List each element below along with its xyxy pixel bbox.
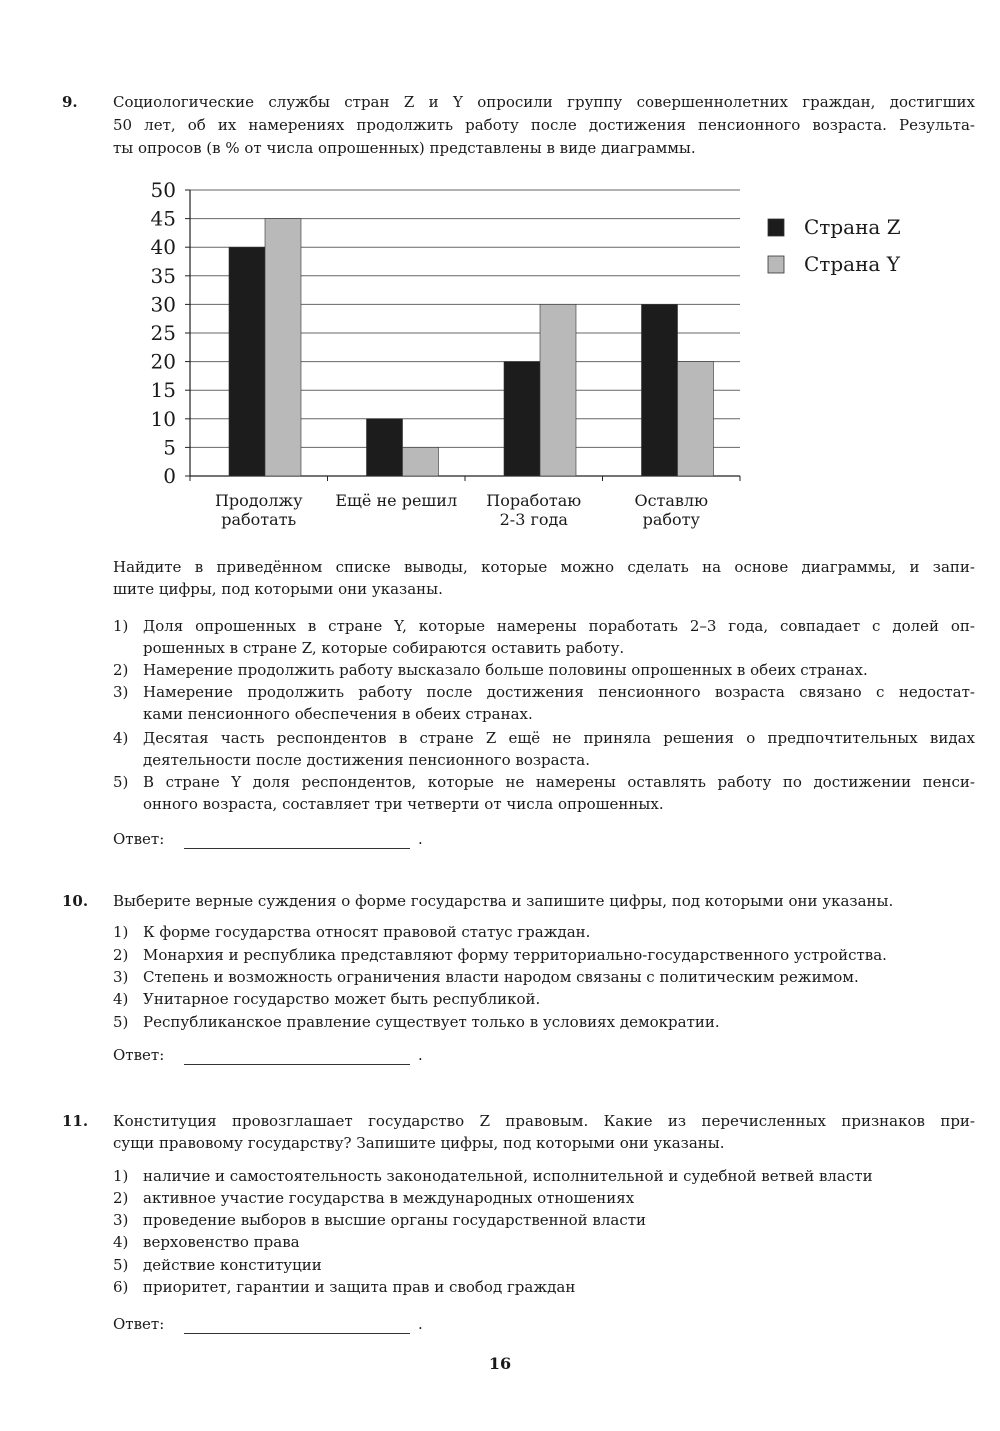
bar-country-y <box>540 304 576 476</box>
legend-swatch <box>768 219 784 236</box>
question-text: Конституция провозглашает государство Z правовым. Какие из перечисленных признаков при- <box>113 1112 975 1130</box>
answer-label: Ответ: <box>113 1315 165 1333</box>
option-text: онного возраста, составляет три четверти от числа опрошенных. <box>143 795 664 813</box>
x-category-label: Оставлю <box>634 491 709 510</box>
option-number: 3) <box>113 1211 129 1229</box>
bar-country-y <box>403 447 439 476</box>
option-number: 6) <box>113 1278 129 1296</box>
question-text: Социологические службы стран Z и Y опросили группу совершеннолетних граждан, достигших <box>113 93 975 111</box>
option-number: 4) <box>113 990 129 1008</box>
task-text: Найдите в приведённом списке выводы, которые можно сделать на основе диаграммы, и запи- <box>113 558 975 576</box>
y-tick-label: 50 <box>150 178 176 202</box>
option-number: 1) <box>113 1167 129 1185</box>
question-text: 50 лет, об их намерениях продолжить работу после достижения пенсионного возраста. Результа- <box>113 116 975 134</box>
answer-input[interactable] <box>184 847 410 849</box>
legend-label: Страна Z <box>804 215 901 239</box>
bar-country-z <box>367 419 403 476</box>
question-text: сущи правовому государству? Запишите цифры, под которыми они указаны. <box>113 1134 725 1152</box>
question-text: ты опросов (в % от числа опрошенных) представлены в виде диаграммы. <box>113 139 696 157</box>
option-text: Унитарное государство может быть республикой. <box>143 990 541 1008</box>
legend-label: Страна Y <box>804 252 900 276</box>
answer-label: Ответ: <box>113 1046 165 1064</box>
legend-swatch <box>768 256 784 273</box>
option-number: 4) <box>113 1233 129 1251</box>
option-text: Степень и возможность ограничения власти народом связаны с политическим режимом. <box>143 968 859 986</box>
y-tick-label: 40 <box>150 235 176 260</box>
option-text: Намерение продолжить работу после достижения пенсионного возраста связано с недостат- <box>143 683 975 701</box>
question-number: 10. <box>62 892 89 910</box>
answer-period: . <box>418 1046 423 1064</box>
question-number: 11. <box>62 1112 89 1130</box>
y-tick-label: 10 <box>150 406 176 431</box>
option-number: 5) <box>113 773 129 791</box>
answer-input[interactable] <box>184 1332 410 1334</box>
option-number: 2) <box>113 946 129 964</box>
option-text: верховенство права <box>143 1233 300 1251</box>
y-tick-label: 25 <box>150 321 176 345</box>
option-text: проведение выборов в высшие органы государственной власти <box>143 1211 647 1229</box>
y-tick-label: 5 <box>163 435 176 460</box>
option-number: 2) <box>113 661 129 679</box>
bar-country-z <box>229 247 265 476</box>
option-number: 1) <box>113 617 129 635</box>
option-text: активное участие государства в международных отношениях <box>143 1189 635 1207</box>
answer-period: . <box>418 1315 423 1333</box>
option-text: Республиканское правление существует только в условиях демократии. <box>143 1013 720 1031</box>
y-tick-label: 20 <box>150 349 176 374</box>
bar-country-y <box>265 219 301 476</box>
option-text: К форме государства относят правовой статус граждан. <box>143 923 591 941</box>
y-tick-label: 0 <box>163 464 176 488</box>
option-text: действие конституции <box>143 1256 322 1274</box>
question-number: 9. <box>62 93 78 111</box>
bar-country-z <box>504 362 540 476</box>
x-category-label: Поработаю <box>486 491 582 510</box>
option-number: 1) <box>113 923 129 941</box>
option-text: ками пенсионного обеспечения в обеих странах. <box>143 705 533 723</box>
option-text: Монархия и республика представляют форму территориально-государственного устройства. <box>143 946 887 964</box>
option-text: рошенных в стране Z, которые собираются оставить работу. <box>143 639 625 657</box>
x-category-label: 2-3 года <box>499 510 568 529</box>
option-number: 3) <box>113 683 129 701</box>
option-text: приоритет, гарантии и защита прав и свобод граждан <box>143 1278 576 1296</box>
option-text: В стране Y доля респондентов, которые не намерены оставлять работу по достижении пенси- <box>143 773 975 791</box>
option-number: 2) <box>113 1189 129 1207</box>
question-text: Выберите верные суждения о форме государства и запишите цифры, под которыми они указаны. <box>113 892 894 910</box>
option-text: наличие и самостоятельность законодательной, исполнительной и судебной ветвей власти <box>143 1167 873 1185</box>
task-text: шите цифры, под которыми они указаны. <box>113 580 443 598</box>
bar-chart <box>0 0 1000 560</box>
y-tick-label: 15 <box>150 378 176 403</box>
option-text: деятельности после достижения пенсионного возраста. <box>143 751 591 769</box>
bar-country-y <box>678 362 714 476</box>
option-text: Доля опрошенных в стране Y, которые намерены поработать 2–3 года, совпадает с долей оп- <box>143 617 975 635</box>
y-tick-label: 30 <box>150 292 176 317</box>
option-number: 5) <box>113 1256 129 1274</box>
x-category-label: работу <box>642 510 700 529</box>
bar-country-z <box>642 304 678 476</box>
option-number: 3) <box>113 968 129 986</box>
option-text: Намерение продолжить работу высказало больше половины опрошенных в обеих странах. <box>143 661 868 679</box>
option-number: 4) <box>113 729 129 747</box>
answer-period: . <box>418 830 423 848</box>
answer-label: Ответ: <box>113 830 165 848</box>
y-tick-label: 45 <box>150 206 176 231</box>
answer-input[interactable] <box>184 1063 410 1065</box>
option-text: Десятая часть респондентов в стране Z ещё не приняла решения о предпочтительных видах <box>143 729 975 747</box>
page-number: 16 <box>488 1354 512 1373</box>
y-tick-label: 35 <box>150 263 176 288</box>
x-category-label: Ещё не решил <box>335 491 458 510</box>
option-number: 5) <box>113 1013 129 1031</box>
x-category-label: Продолжу <box>214 491 303 510</box>
x-category-label: работать <box>221 510 297 529</box>
